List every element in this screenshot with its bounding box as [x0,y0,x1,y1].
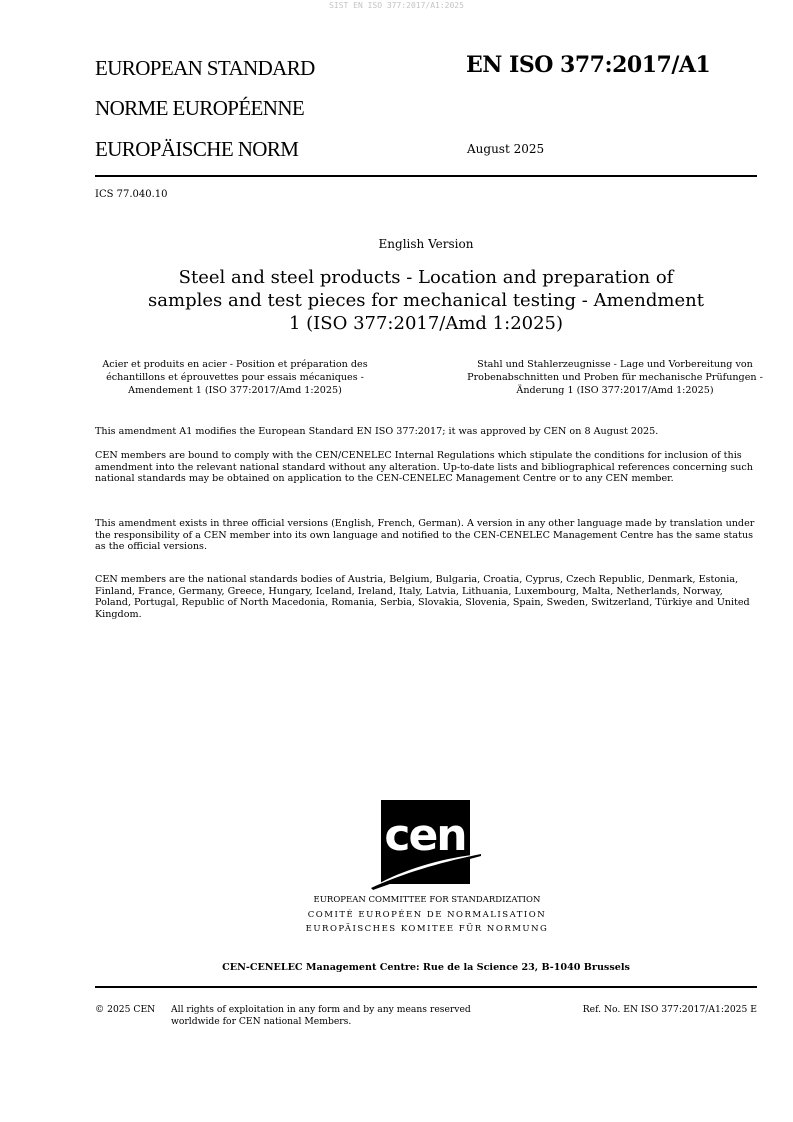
german-title: Stahl und Stahlerzeugnisse - Lage und Vorbereitung von Probenabschnitten und Proben für mechanische Prüfungen - Änderung 1 (ISO 377:2017/Amd 1:2025) [467,359,763,396]
header-european-standard: EUROPEAN STANDARD [95,56,315,80]
ics-code: ICS 77.040.10 [95,189,168,200]
rights-statement [171,1004,471,1028]
footer-rule [95,986,757,988]
cen-logo [381,800,470,884]
committee-name-fr: COMITÉ EUROPÉEN DE NORMALISATION [307,910,547,920]
language-version: English Version [378,237,474,251]
header-europaische-norm: EUROPÄISCHE NORM [95,137,299,161]
header-rule [95,175,757,177]
regulations-paragraph: CEN members are bound to comply with the CEN/CENELEC Internal Regulations which stipulate the conditions for inclusion of this amendment into the relevant national standard without any alteration. Up-to-date lists and bibliographical references concerning such national standards may be obtained on application to the CEN-CENELEC Management Centre or to any CEN member. [95,450,753,484]
standard-code: EN ISO 377:2017/A1 [466,52,711,78]
rights-line-2: worldwide for CEN national Members. [171,1016,352,1027]
french-title: Acier et produits en acier - Position et préparation des échantillons et éprouvettes pour essais mécaniques - Amendement 1 (ISO 377:2017/Amd 1:2025) [102,359,368,396]
copyright: © 2025 CEN [95,1004,156,1015]
versions-paragraph: This amendment exists in three official versions (English, French, German). A version in any other language made by translation under the responsibility of a CEN member into its own language and notified to the CEN-CENELEC Management Centre has the same status as the official versions. [95,518,755,552]
members-paragraph: CEN members are the national standards bodies of Austria, Belgium, Bulgaria, Croatia, Cyprus, Czech Republic, Denmark, Estonia, Finland, France, Germany, Greece, Hungary, Iceland, Ireland, Italy, Latvia, Lithuania, Luxembourg, Malta, Netherlands, Norway, Poland, Portugal, Republic of North Macedonia, Romania, Serbia, Slovakia, Slovenia, Spain, Sweden, Switzerland, Türkiye and United Kingdom. [95,574,750,620]
publication-date: August 2025 [467,142,545,156]
committee-name-de: EUROPÄISCHES KOMITEE FÜR NORMUNG [305,924,549,934]
rights-line-1: All rights of exploitation in any form and by any means reserved [171,1004,471,1015]
cen-logo-text: cen [384,810,466,861]
approval-paragraph: This amendment A1 modifies the European Standard EN ISO 377:2017; it was approved by CEN on 8 August 2025. [95,426,659,437]
reference-number: Ref. No. EN ISO 377:2017/A1:2025 E [582,1004,757,1015]
committee-name-en: EUROPEAN COMMITTEE FOR STANDARDIZATION [313,895,541,905]
document-title: Steel and steel products - Location and preparation of samples and test pieces for mechanical testing - Amendment 1 (ISO 377:2017/Amd 1:2025) [148,267,704,334]
header-norme-europeenne: NORME EUROPÉENNE [95,96,305,120]
management-centre-address: CEN-CENELEC Management Centre: Rue de la Science 23, B-1040 Brussels [222,962,630,973]
watermark: SIST EN ISO 377:2017/A1:2025 [329,1,464,10]
